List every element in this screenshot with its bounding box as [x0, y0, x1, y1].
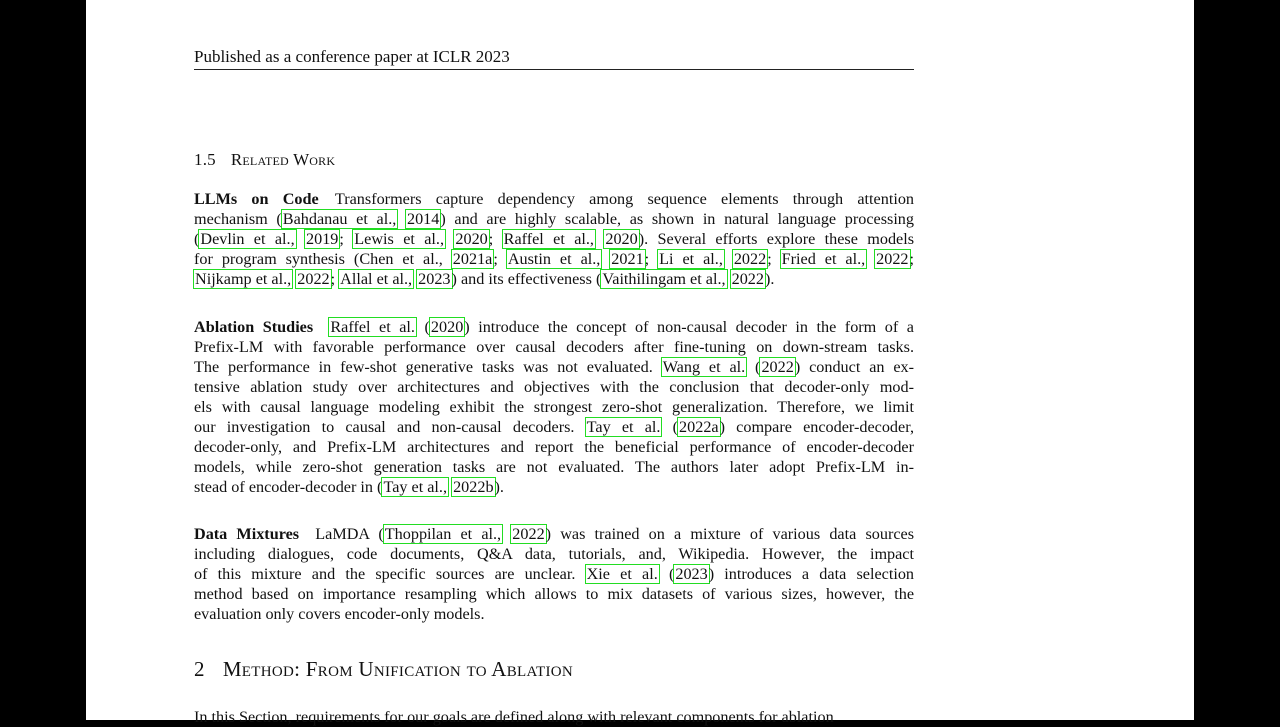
citation-link[interactable]: 2020 — [430, 318, 464, 336]
text-run: ) and its effectiveness ( — [451, 270, 602, 288]
citation-link[interactable]: Li et al., — [659, 250, 723, 268]
text-run: models, while zero-shot generation tasks are not evaluated. The authors later adopt Prefix-LM in- — [194, 458, 914, 476]
running-header: Published as a conference paper at ICLR 2023 — [194, 47, 914, 70]
text-run: ; — [767, 250, 781, 268]
citation-link[interactable]: 2022 — [876, 250, 909, 268]
text-run: method based on importance resampling which allows to mix datasets of various sizes, however, the — [194, 585, 914, 603]
citation-link[interactable]: Bahdanau et al., — [282, 210, 397, 228]
text-line — [194, 437, 914, 457]
text-run: ( — [194, 230, 200, 248]
text-run: of this mixture and the specific sources are unclear. — [194, 565, 586, 583]
text-run: Transformers capture dependency among sequence elements through attention — [334, 190, 915, 208]
citation-link[interactable]: 2022 — [731, 270, 764, 288]
citation-link[interactable]: 2021 — [611, 250, 644, 268]
text-run: mechanism ( — [194, 210, 282, 228]
text-line — [194, 457, 914, 477]
citation-link[interactable]: 2022 — [512, 525, 545, 543]
text-line — [194, 524, 914, 544]
citation-link[interactable]: Raffel et al. — [330, 318, 415, 336]
citation-link[interactable]: 2022 — [733, 250, 767, 268]
text-run: ) was trained on a mixture of various data sources — [545, 525, 915, 543]
citation-link[interactable]: 2022b — [453, 478, 494, 496]
section-title: Method: From Unification to Ablation — [222, 657, 574, 681]
text-run: ; — [488, 230, 503, 248]
citation-link[interactable]: Tay et al., — [383, 478, 448, 496]
citation-link[interactable]: 2022 — [297, 270, 330, 288]
citation-link[interactable]: Vaithilingam et al., — [602, 270, 726, 288]
citation-link[interactable]: 2019 — [306, 230, 339, 248]
paragraph-llms-on-code — [194, 189, 914, 289]
subsection-number: 1.5 — [194, 150, 216, 169]
text-run: ( — [658, 565, 675, 583]
citation-link[interactable]: 2022 — [761, 358, 794, 376]
text-run: LaMDA ( — [315, 525, 384, 543]
text-line — [194, 249, 914, 269]
citation-link[interactable]: 2020 — [605, 230, 638, 248]
text-run: ) introduce the concept of non-causal decoder in the form of a — [464, 318, 914, 336]
text-line — [194, 604, 914, 624]
text-run: ; — [330, 270, 340, 288]
text-run: ) and are highly scalable, as shown in natural language processing — [440, 210, 914, 228]
text-line — [194, 564, 914, 584]
citation-link[interactable]: Nijkamp et al., — [195, 270, 292, 288]
text-run: Prefix-LM with favorable performance over causal decoders after fine-tuning on down-stream tasks. — [194, 338, 914, 356]
text-run: stead of encoder-decoder in ( — [194, 478, 383, 496]
text-run: for program synthesis ( — [194, 250, 360, 268]
section-intro-text: In this Section, requirements for our goals are defined along with relevant components for ablation — [194, 708, 834, 726]
citation-link[interactable]: Thoppilan et al., — [384, 525, 502, 543]
text-run: ). Several efforts explore these models — [638, 230, 915, 248]
text-line — [194, 229, 914, 249]
text-line — [194, 544, 914, 564]
paragraph-heading: Ablation Studies — [194, 318, 314, 336]
text-line — [194, 397, 914, 417]
text-run: ( — [746, 358, 761, 376]
citation-link[interactable]: Wang et al. — [662, 358, 746, 376]
text-run: ; — [644, 250, 659, 268]
citation-link[interactable]: 2020 — [455, 230, 488, 248]
text-run: ) conduct an ex- — [794, 358, 915, 376]
text-run: ) introduces a data selection — [708, 565, 915, 583]
subsection-title: Related Work — [230, 150, 336, 169]
text-line — [194, 477, 914, 497]
citation-link[interactable]: 2023 — [418, 270, 451, 288]
text-line — [194, 209, 914, 229]
section-number: 2 — [194, 657, 205, 681]
text-run: our investigation to causal and non-causal decoders. — [194, 418, 586, 436]
text-run: Chen et al., — [359, 250, 443, 268]
citation-link[interactable]: 2014 — [406, 210, 440, 228]
text-line — [194, 337, 914, 357]
citation-link[interactable]: 2023 — [675, 565, 708, 583]
citation-link[interactable]: Lewis et al., — [354, 230, 445, 248]
citation-link[interactable]: Fried et al., — [781, 250, 866, 268]
text-run: ). — [764, 270, 775, 288]
paragraph-data-mixtures — [194, 524, 914, 624]
text-run: evaluation only covers encoder-only models. — [194, 605, 485, 623]
text-run: ( — [661, 418, 679, 436]
citation-link[interactable]: Raffel et al., — [503, 230, 594, 248]
text-run: ( — [415, 318, 430, 336]
text-run: ). — [494, 478, 504, 496]
text-line — [194, 417, 914, 437]
citation-link[interactable]: 2021a — [452, 250, 493, 268]
paragraph-heading: LLMs on Code — [194, 190, 319, 208]
text-run: ; — [909, 250, 915, 268]
text-line — [194, 189, 914, 209]
text-line — [194, 317, 914, 337]
citation-link[interactable]: Allal et al., — [340, 270, 413, 288]
text-run: ; — [493, 250, 507, 268]
citation-link[interactable]: 2022a — [679, 418, 719, 436]
text-line — [194, 357, 914, 377]
text-line — [194, 269, 914, 289]
subsection-heading — [194, 150, 335, 170]
citation-link[interactable]: Austin et al., — [507, 250, 601, 268]
text-run: tensive ablation study over architectures and objectives with the conclusion that decoder-only mod- — [194, 378, 914, 396]
citation-link[interactable]: Tay et al. — [586, 418, 661, 436]
text-run: including dialogues, code documents, Q&A data, tutorials, and, Wikipedia. However, the impact — [194, 545, 914, 563]
citation-link[interactable]: Xie et al. — [586, 565, 658, 583]
text-run: els with causal language modeling exhibit the strongest zero-shot generalization. Therefore, we limit — [194, 398, 914, 416]
citation-link[interactable]: Devlin et al., — [200, 230, 295, 248]
text-run: ) compare encoder-decoder, — [719, 418, 914, 436]
paragraph-ablation-studies — [194, 317, 914, 497]
text-line — [194, 377, 914, 397]
text-run: The performance in few-shot generative tasks was not evaluated. — [194, 358, 662, 376]
paragraph-heading: Data Mixtures — [194, 525, 300, 543]
text-run: ; — [339, 230, 354, 248]
section-heading — [194, 657, 573, 682]
text-run: decoder-only, and Prefix-LM architectures and report the beneficial performance of encoder-decoder — [194, 438, 914, 456]
text-line — [194, 584, 914, 604]
